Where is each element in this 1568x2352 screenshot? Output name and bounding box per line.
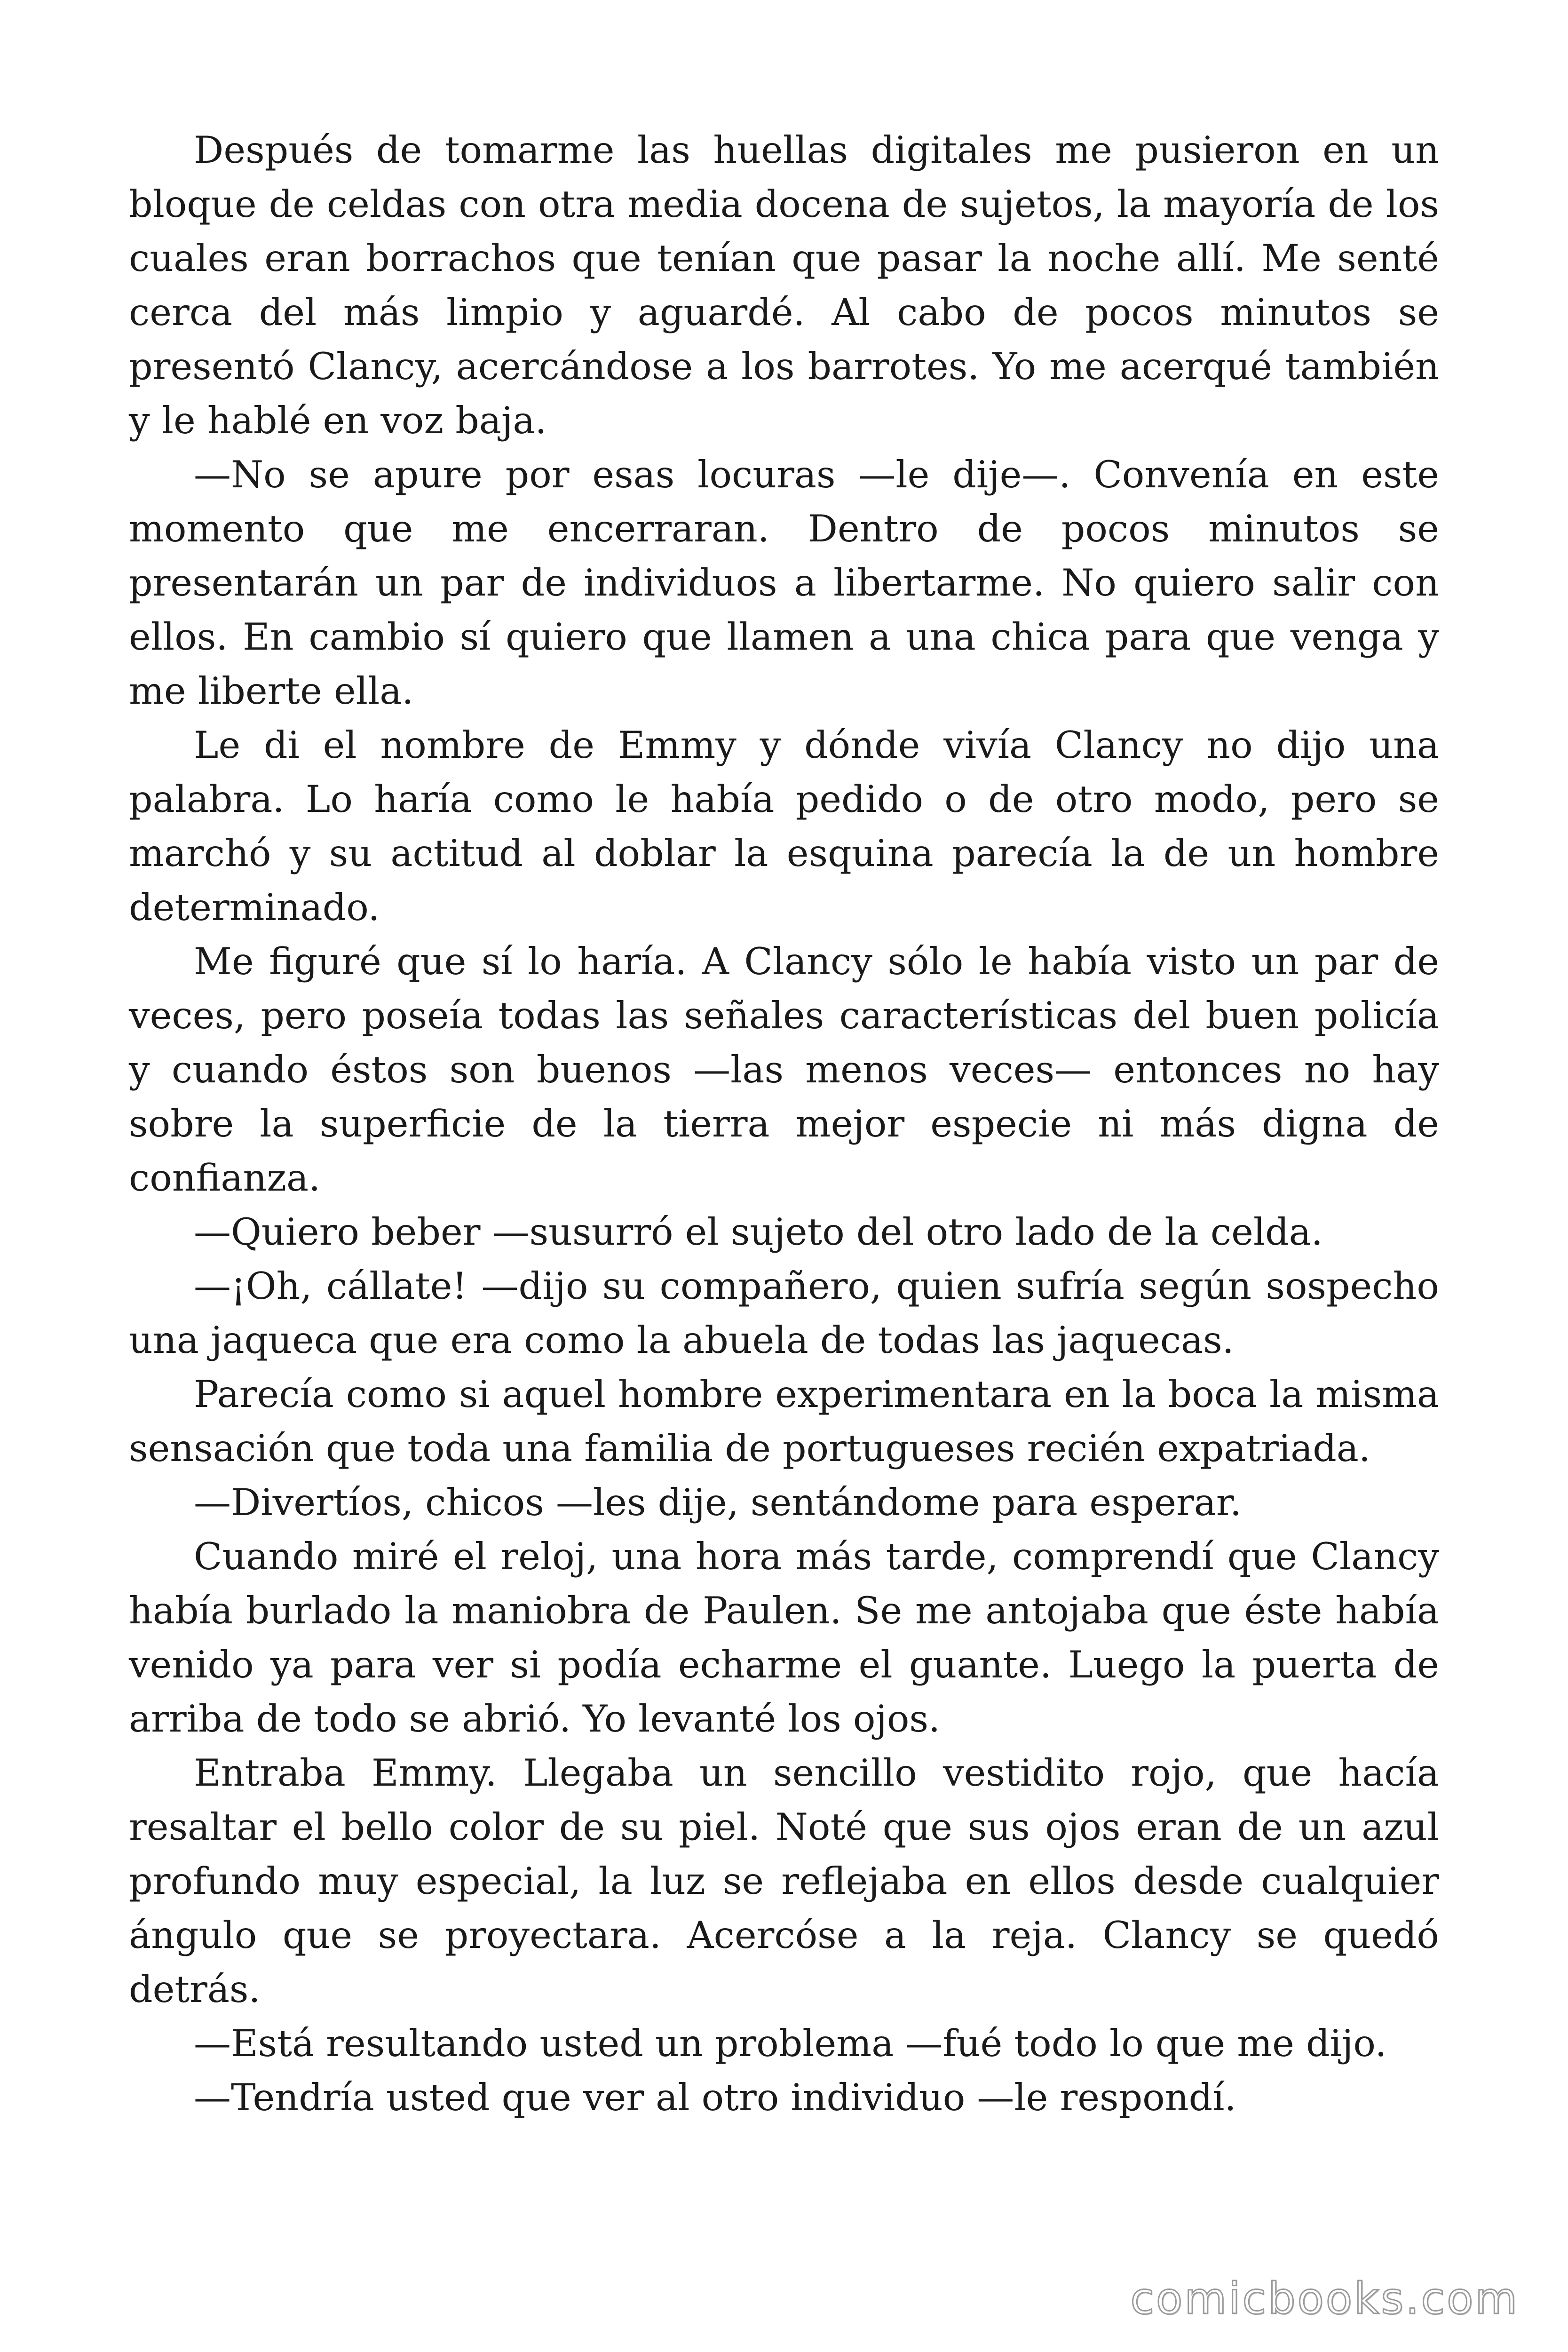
page-text <box>129 123 1439 2125</box>
paragraph: —Divertíos, chicos —les dije, sentándome para esperar. <box>194 1481 1242 1524</box>
paragraph: —Está resultando usted un problema —fué todo lo que me dijo. <box>194 2022 1387 2065</box>
paragraph: —Tendría usted que ver al otro individuo —le respondí. <box>194 2076 1236 2119</box>
watermark: comicbooks.com <box>1130 2273 1519 2324</box>
paragraph: Le di el nombre de Emmy y dónde vivía Clancy no dijo una palabra. Lo haría como le había pedido o de otro modo, pero se marchó y su actitud al doblar la esquina parecía la de un hombre determinado. <box>129 723 1439 929</box>
paragraph: Entraba Emmy. Llegaba un sencillo vestidito rojo, que hacía resaltar el bello color de su piel. Noté que sus ojos eran de un azul profundo muy especial, la luz se reflejaba en ellos desde cualquier ángulo que se proyectara. Acercóse a la reja. Clancy se quedó detrás. <box>129 1751 1439 2011</box>
paragraph: —Quiero beber —susurró el sujeto del otro lado de la celda. <box>194 1210 1323 1254</box>
paragraph: —No se apure por esas locuras —le dije—. Convenía en este momento que me encerraran. Dentro de pocos minutos se presentarán un par de individuos a libertarme. No quiero salir con ellos. En cambio sí quiero que llamen a una chica para que venga y me liberte ella. <box>129 453 1439 713</box>
paragraph: Cuando miré el reloj, una hora más tarde, comprendí que Clancy había burlado la maniobra de Paulen. Se me antojaba que éste había venido ya para ver si podía echarme el guante. Luego la puerta de arriba de todo se abrió. Yo levanté los ojos. <box>129 1535 1439 1740</box>
paragraph: Me figuré que sí lo haría. A Clancy sólo le había visto un par de veces, pero poseía todas las señales características del buen policía y cuando éstos son buenos —las menos veces— entonces no hay sobre la superficie de la tierra mejor especie ni más digna de confianza. <box>129 940 1439 1200</box>
paragraph: Parecía como si aquel hombre experimentara en la boca la misma sensación que toda una familia de portugueses recién expatriada. <box>129 1373 1439 1470</box>
paragraph: —¡Oh, cállate! —dijo su compañero, quien sufría según sospecho una jaqueca que era como la abuela de todas las jaquecas. <box>129 1264 1439 1362</box>
paragraph: Después de tomarme las huellas digitales me pusieron en un bloque de celdas con otra media docena de sujetos, la mayoría de los cuales eran borrachos que tenían que pasar la noche allí. Me senté cerca del más limpio y aguardé. Al cabo de pocos minutos se presentó Clancy, acercándose a los barrotes. Yo me acerqué también y le hablé en voz baja. <box>129 128 1439 442</box>
